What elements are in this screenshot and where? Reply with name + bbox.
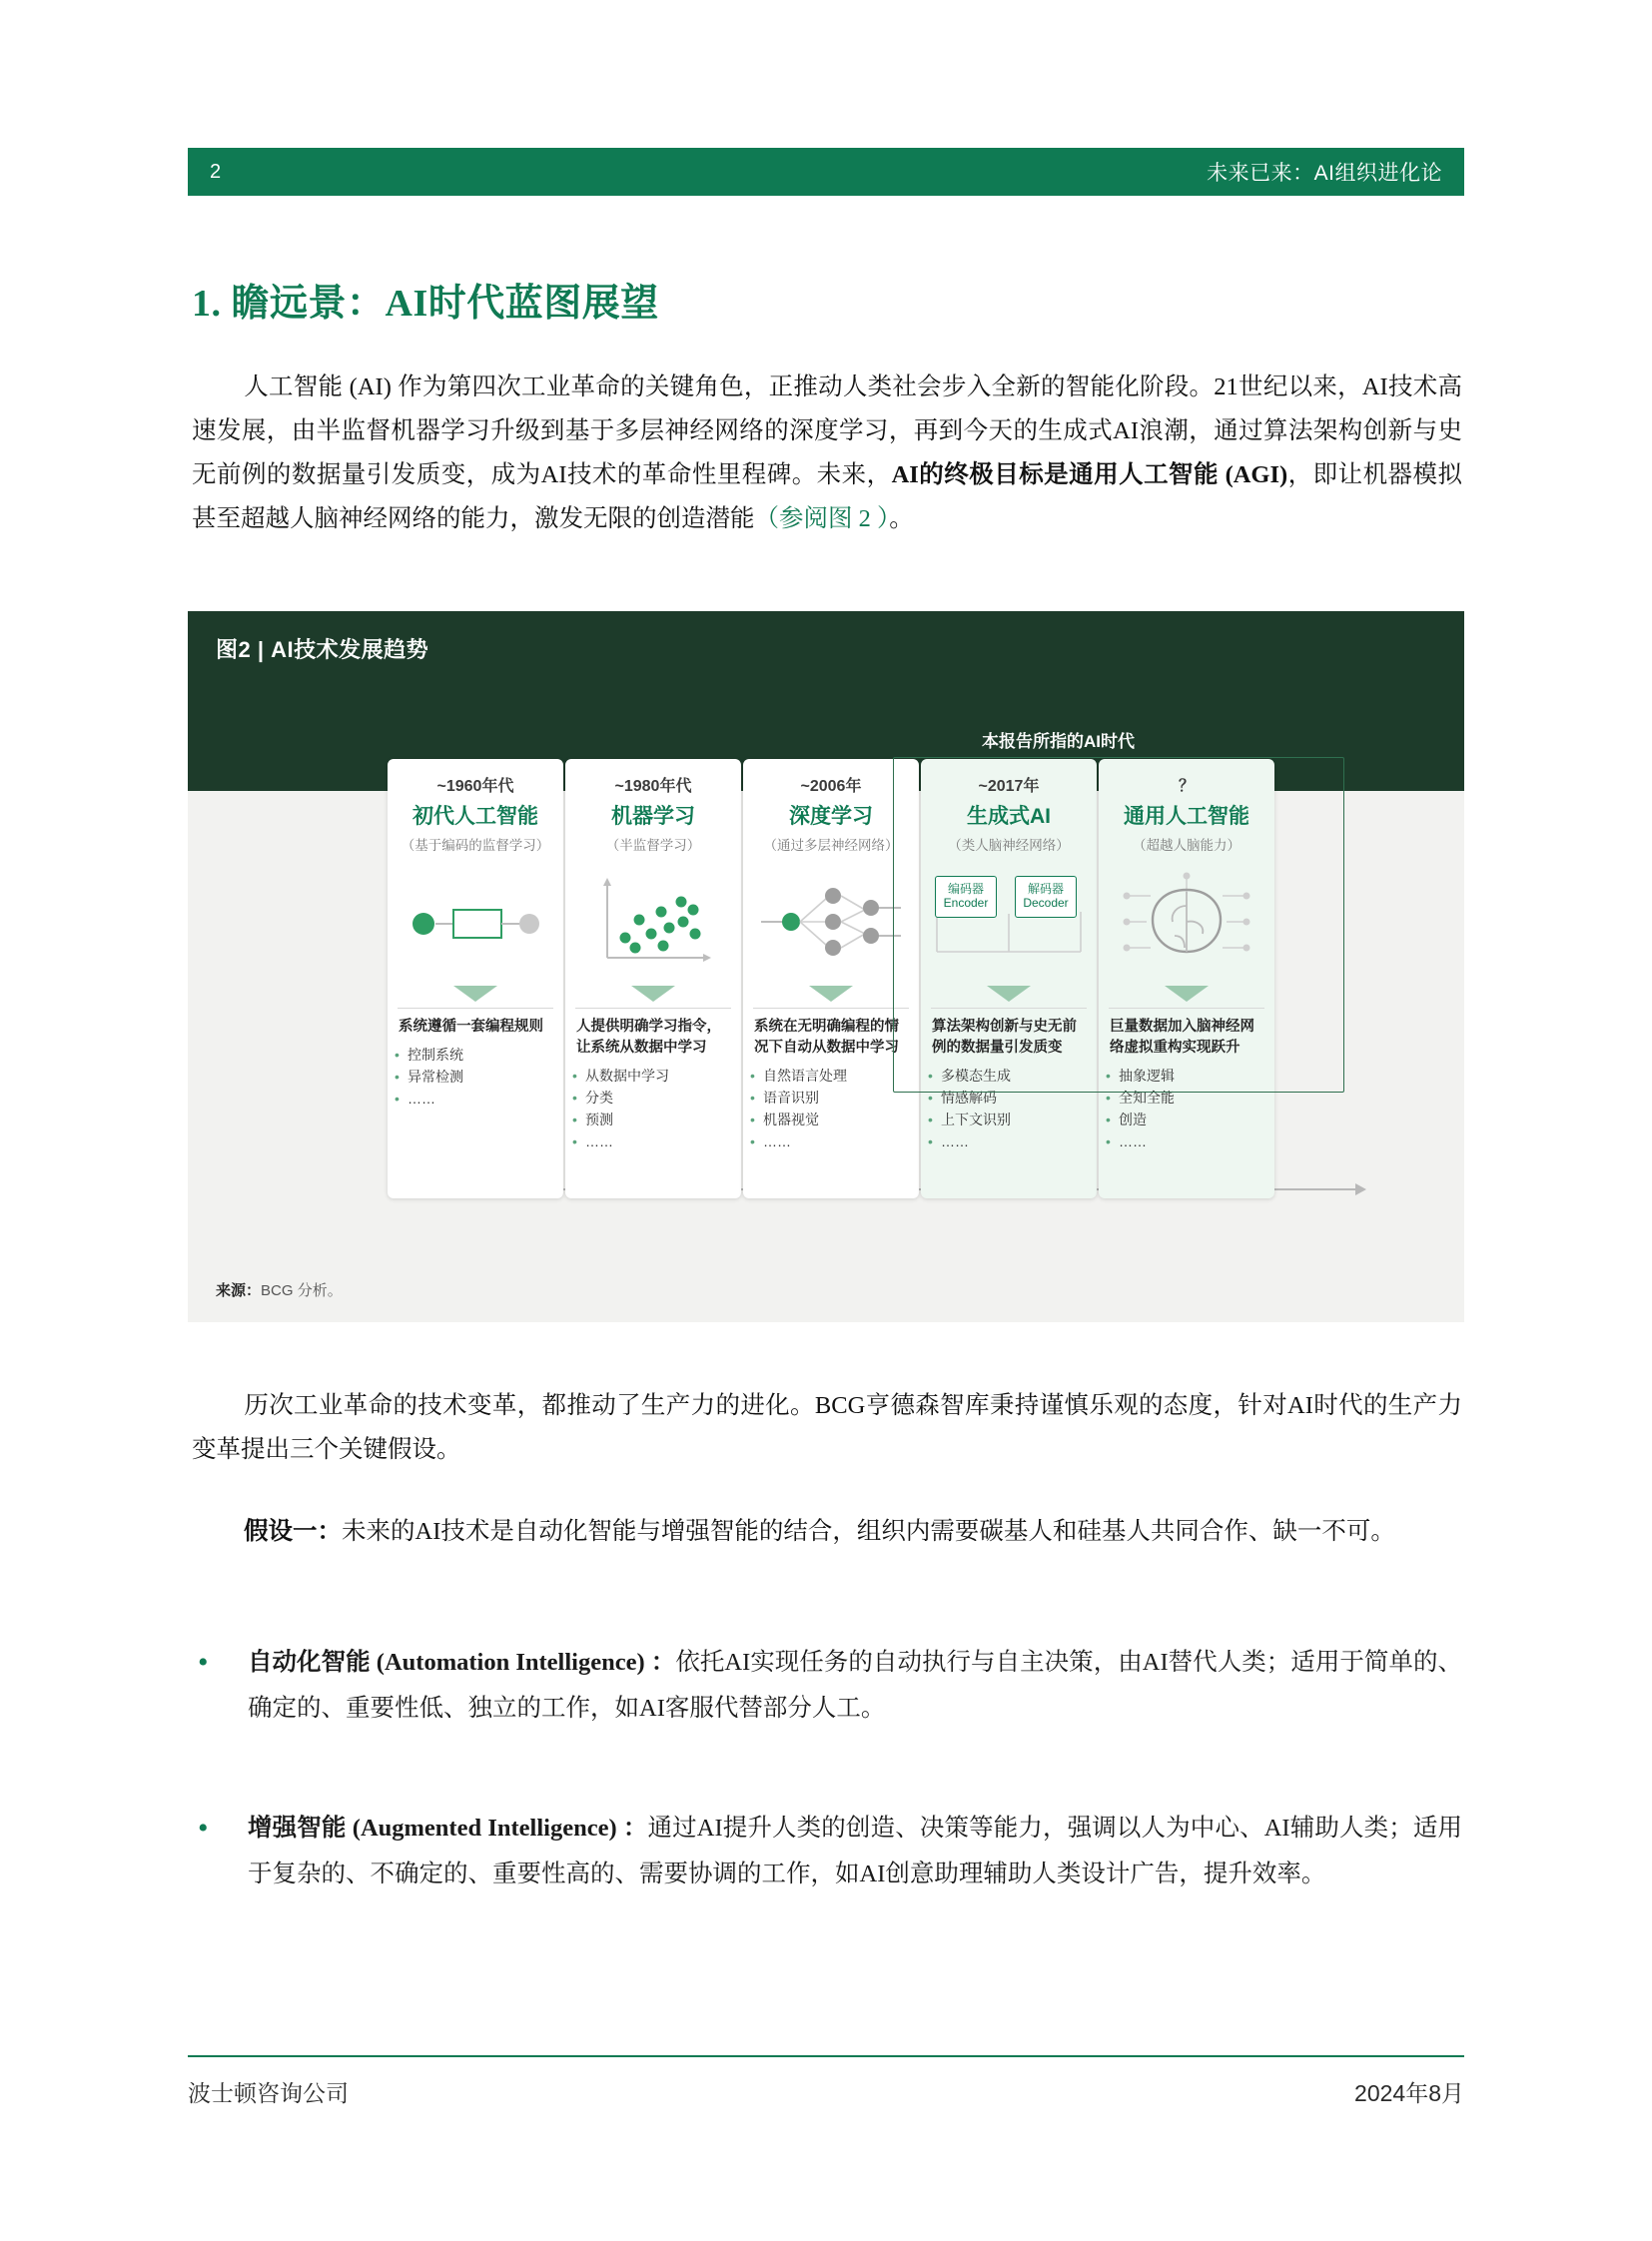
card-year: ~2017年 <box>978 778 1040 795</box>
bullet-item-augmented <box>192 1806 1462 1897</box>
document-title: 未来已来：AI组织进化论 <box>1207 162 1442 185</box>
decoder-box <box>1015 876 1077 918</box>
list-item: • 全知全能 <box>1119 1087 1263 1109</box>
encoder-box <box>935 876 997 918</box>
list-item: • 上下文识别 <box>941 1109 1086 1130</box>
figure-label: 图2 | AI技术发展趋势 <box>216 637 429 662</box>
list-item: • 抽象逻辑 <box>1119 1065 1263 1087</box>
figure-source <box>216 1279 343 1300</box>
body-paragraph-2-text: 历次工业革命的技术变革，都推动了生产力的进化。BCG亨德森智库秉持谨慎乐观的态度，针对AI时代的生产力变革提出三个关键假设。 <box>192 1392 1462 1463</box>
encoder-label-cn: 编码器 <box>947 882 984 896</box>
card-title: 机器学习 <box>611 805 695 828</box>
list-item: • 预测 <box>585 1109 730 1130</box>
figure-era-note: 本报告所指的AI时代 <box>982 732 1135 751</box>
bullet-dot-icon: • <box>198 1646 209 1679</box>
figure-source-text: BCG 分析。 <box>261 1282 343 1299</box>
card-art-node-box-node <box>388 862 563 982</box>
list-item: • 创造 <box>1119 1109 1263 1130</box>
decoder-label-cn: 解码器 <box>1027 882 1064 896</box>
figure-source-label: 来源： <box>216 1282 262 1299</box>
footer-company: 波士顿咨询公司 <box>188 2080 349 2106</box>
list-item: • 自然语言处理 <box>763 1065 908 1087</box>
list-item: • 从数据中学习 <box>585 1065 730 1087</box>
card-art-neural-net <box>743 862 919 982</box>
figure-card <box>743 759 919 1198</box>
page-footer <box>188 2075 1464 2108</box>
encoder-label-en: Encoder <box>943 896 989 910</box>
card-item-list <box>1099 1065 1274 1152</box>
figure-card <box>1099 759 1274 1198</box>
card-subtitle: （基于编码的监督学习） <box>401 838 550 853</box>
card-arrow-icon <box>809 986 853 1002</box>
card-description: 系统在无明确编程的情况下自动从数据中学习 <box>754 1019 899 1056</box>
card-title: 通用人工智能 <box>1124 805 1249 828</box>
bullet-description: 通过AI提升人类的创造、决策等能力，强调以人为中心、AI辅助人类；适用于复杂的、不确定的、重要性高的、需要协调的工作，如AI创意助理辅助人类设计广告，提升效率。 <box>248 1815 1462 1887</box>
figure-reference: （参阅图 2 ） <box>754 505 890 532</box>
hypothesis-label: 假设一： <box>244 1518 342 1545</box>
body-paragraph-2 <box>192 1384 1462 1472</box>
intro-text-bold: AI的终极目标是通用人工智能 (AGI) <box>891 461 1288 488</box>
bullet-dot-icon: • <box>198 1812 209 1845</box>
figure-card <box>388 759 563 1198</box>
figure-card <box>921 759 1097 1198</box>
card-arrow-icon <box>453 986 497 1002</box>
card-item-list <box>921 1065 1097 1152</box>
list-item: • 机器视觉 <box>763 1109 908 1130</box>
list-item: • …… <box>408 1088 552 1110</box>
card-year: ~2006年 <box>800 778 862 795</box>
card-arrow-icon <box>1165 986 1209 1002</box>
body-paragraph-3 <box>192 1510 1462 1554</box>
bullet-content <box>248 1806 1462 1897</box>
card-description: 巨量数据加入脑神经网络虚拟重构实现跃升 <box>1110 1019 1254 1056</box>
card-art-encoder-decoder <box>921 862 1097 982</box>
section-heading: 1. 瞻远景：AI时代蓝图展望 <box>192 283 659 325</box>
list-item: • 异常检测 <box>408 1066 552 1088</box>
card-art-scatter-plot <box>565 862 741 982</box>
card-item-list <box>388 1044 563 1110</box>
list-item: • 分类 <box>585 1087 730 1109</box>
footer-date: 2024年8月 <box>1354 2080 1464 2106</box>
figure-2 <box>188 611 1464 1322</box>
card-description: 人提供明确学习指令，让系统从数据中学习 <box>576 1019 721 1056</box>
figure-card <box>565 759 741 1198</box>
body-paragraph-3-text: 未来的AI技术是自动化智能与增强智能的结合，组织内需要碳基人和硅基人共同合作、缺一不可。 <box>342 1518 1395 1545</box>
card-art-brain-chip <box>1099 862 1274 982</box>
list-item: • 情感解码 <box>941 1087 1086 1109</box>
card-subtitle: （类人脑神经网络） <box>948 838 1070 853</box>
list-item: • …… <box>1119 1130 1263 1152</box>
list-item: • 多模态生成 <box>941 1065 1086 1087</box>
page-number: 2 <box>210 160 222 183</box>
list-item: • …… <box>585 1130 730 1152</box>
list-item: • 语音识别 <box>763 1087 908 1109</box>
card-description: 算法架构创新与史无前例的数据量引发质变 <box>932 1019 1077 1056</box>
footer-divider <box>188 2055 1464 2057</box>
intro-paragraph <box>192 366 1462 541</box>
card-year: ~1960年代 <box>436 778 514 795</box>
page-header <box>188 148 1464 196</box>
card-arrow-icon <box>987 986 1031 1002</box>
list-item: • …… <box>941 1130 1086 1152</box>
card-year: ~1980年代 <box>614 778 692 795</box>
card-subtitle: （超越人脑能力） <box>1133 838 1240 853</box>
bullet-term: 自动化智能 (Automation Intelligence) ： <box>248 1649 676 1676</box>
list-item: • …… <box>763 1130 908 1152</box>
card-year: ？ <box>1178 778 1195 795</box>
card-description: 系统遵循一套编程规则 <box>399 1019 543 1035</box>
intro-text-1: 人工智能 (AI) 作为第四次工业革命的关键角色，正推动人类社会步入全新的智能化阶段。21世纪以来，AI技术高速发展，由半监督机器学习升级到基于多层神经网络的深度学习，再到今天的生成式AI浪潮，通过算法架构创新与史无前例的数据量引发质变，成为AI技术的革命性里程碑。未来， <box>192 374 1462 488</box>
card-title: 深度学习 <box>789 805 873 828</box>
card-item-list <box>565 1065 741 1152</box>
card-subtitle: （半监督学习） <box>605 838 701 853</box>
intro-text-end: 。 <box>889 505 914 532</box>
decoder-label-en: Decoder <box>1023 896 1069 910</box>
intro-text-2: ，即让机器模拟甚至超越人脑神经网络的能力，激发无限的创造潜能 <box>192 461 1462 532</box>
card-subtitle: （通过多层神经网络） <box>763 838 899 853</box>
list-item: • 控制系统 <box>408 1044 552 1066</box>
card-title: 初代人工智能 <box>413 805 538 828</box>
figure-cards <box>188 611 1464 1322</box>
card-item-list <box>743 1065 919 1152</box>
card-arrow-icon <box>631 986 675 1002</box>
bullet-content <box>248 1640 1462 1732</box>
bullet-description: 依托AI实现任务的自动执行与自主决策，由AI替代人类；适用于简单的、确定的、重要性低、独立的工作，如AI客服代替部分人工。 <box>248 1649 1462 1722</box>
bullet-term: 增强智能 (Augmented Intelligence) ： <box>248 1815 648 1842</box>
bullet-item-automation <box>192 1640 1462 1732</box>
card-title: 生成式AI <box>967 805 1051 828</box>
